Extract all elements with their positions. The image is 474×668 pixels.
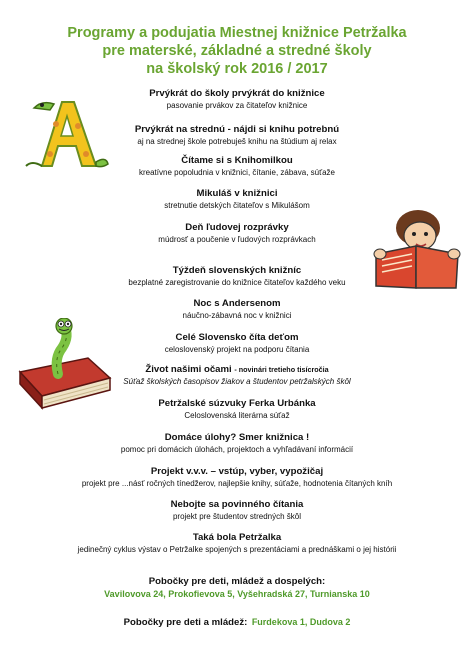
program-subtitle: pomoc pri domácich úlohách, projektoch a vyhľadávaní informácií <box>120 445 354 454</box>
program-subtitle: Súťaž školských časopisov žiakov a študentov petržalských škôl <box>123 377 351 386</box>
header-line-3: na školský rok 2016 / 2017 <box>146 61 328 77</box>
program-subtitle: múdrosť a poučenie v ľudových rozprávkach <box>158 235 316 244</box>
program-subtitle: kreatívne popoludnia v knižnici, čítanie, zábava, súťaže <box>138 168 335 177</box>
program-subtitle: celoslovenský projekt na podporu čítania <box>164 345 310 354</box>
program-subtitle: náučno-zábavná noc v knižnici <box>182 311 292 320</box>
program-subtitle: jedinečný cyklus výstav o Petržalke spojených s prezentáciami a prednáškami o jej histórii <box>77 545 397 554</box>
program-title: Domáce úlohy? Smer knižnica ! <box>164 432 310 443</box>
program-subtitle: bezplatné zaregistrovanie do knižnice čitateľov každého veku <box>128 278 346 287</box>
branches-youth <box>0 612 474 630</box>
branches-youth-label: Pobočky pre deti a mládež: <box>123 617 248 628</box>
program-item <box>40 188 434 211</box>
program-title: Mikuláš v knižnici <box>196 188 278 199</box>
program-title: Petržalské súzvuky Ferka Urbánka <box>158 398 316 409</box>
program-title: Projekt v.v.v. – vstúp, vyber, vypožičaj <box>150 466 324 477</box>
program-item <box>40 332 434 355</box>
program-title-note: - novinári tretieho tisícročia <box>234 365 329 374</box>
program-subtitle: aj na strednej škole potrebuješ knihu na štúdium aj relax <box>137 137 337 146</box>
program-title: Čítame si s Knihomilkou <box>181 155 293 166</box>
program-title: Celé Slovensko číta deťom <box>175 332 299 343</box>
program-item <box>40 398 434 421</box>
program-item <box>40 499 434 522</box>
program-item <box>40 364 434 387</box>
program-subtitle: Celoslovenská literárna súťaž <box>184 411 290 420</box>
program-subtitle: projekt pre študentov stredných škôl <box>172 512 302 521</box>
program-item <box>40 155 434 178</box>
program-subtitle: projekt pre ...násť ročných tínedžerov, najlepšie knihy, súťaže, hodnotenia čítaných kníh <box>81 479 393 488</box>
branches-all-ages <box>0 576 474 601</box>
header-line-2: pre materské, základné a stredné školy <box>102 43 372 59</box>
program-title: Deň ľudovej rozprávky <box>185 222 289 233</box>
program-item <box>40 432 434 455</box>
branches-all-label: Pobočky pre deti, mládež a dospelých: <box>148 576 326 587</box>
program-item <box>40 532 434 555</box>
program-title: Nebojte sa povinného čítania <box>170 499 304 510</box>
program-subtitle: stretnutie detských čitateľov s Mikulášom <box>164 201 310 210</box>
program-item <box>40 298 434 321</box>
program-title-line <box>40 364 434 376</box>
program-title: Život našimi očami <box>145 364 232 375</box>
page-header <box>0 24 474 78</box>
program-item <box>40 466 434 489</box>
program-item <box>40 124 434 147</box>
program-item <box>40 88 434 111</box>
program-item <box>40 222 434 245</box>
branches-youth-list: Furdekova 1, Dudova 2 <box>251 617 351 627</box>
program-title: Noc s Andersenom <box>193 298 281 309</box>
program-subtitle: pasovanie prvákov za čitateľov knižnice <box>166 101 308 110</box>
program-title: Týždeň slovenských knižníc <box>172 265 302 276</box>
program-title: Prvýkrát na strednú - nájdi si knihu potrebnú <box>134 124 340 135</box>
program-title: Taká bola Petržalka <box>192 532 282 543</box>
header-line-1: Programy a podujatia Miestnej knižnice Petržalka <box>67 25 407 41</box>
program-title: Prvýkrát do školy prvýkrát do knižnice <box>149 88 325 99</box>
branches-all-list: Vavilovova 24, Prokofievova 5, Vyšehradská 27, Turnianska 10 <box>104 589 370 599</box>
program-item <box>40 265 434 288</box>
